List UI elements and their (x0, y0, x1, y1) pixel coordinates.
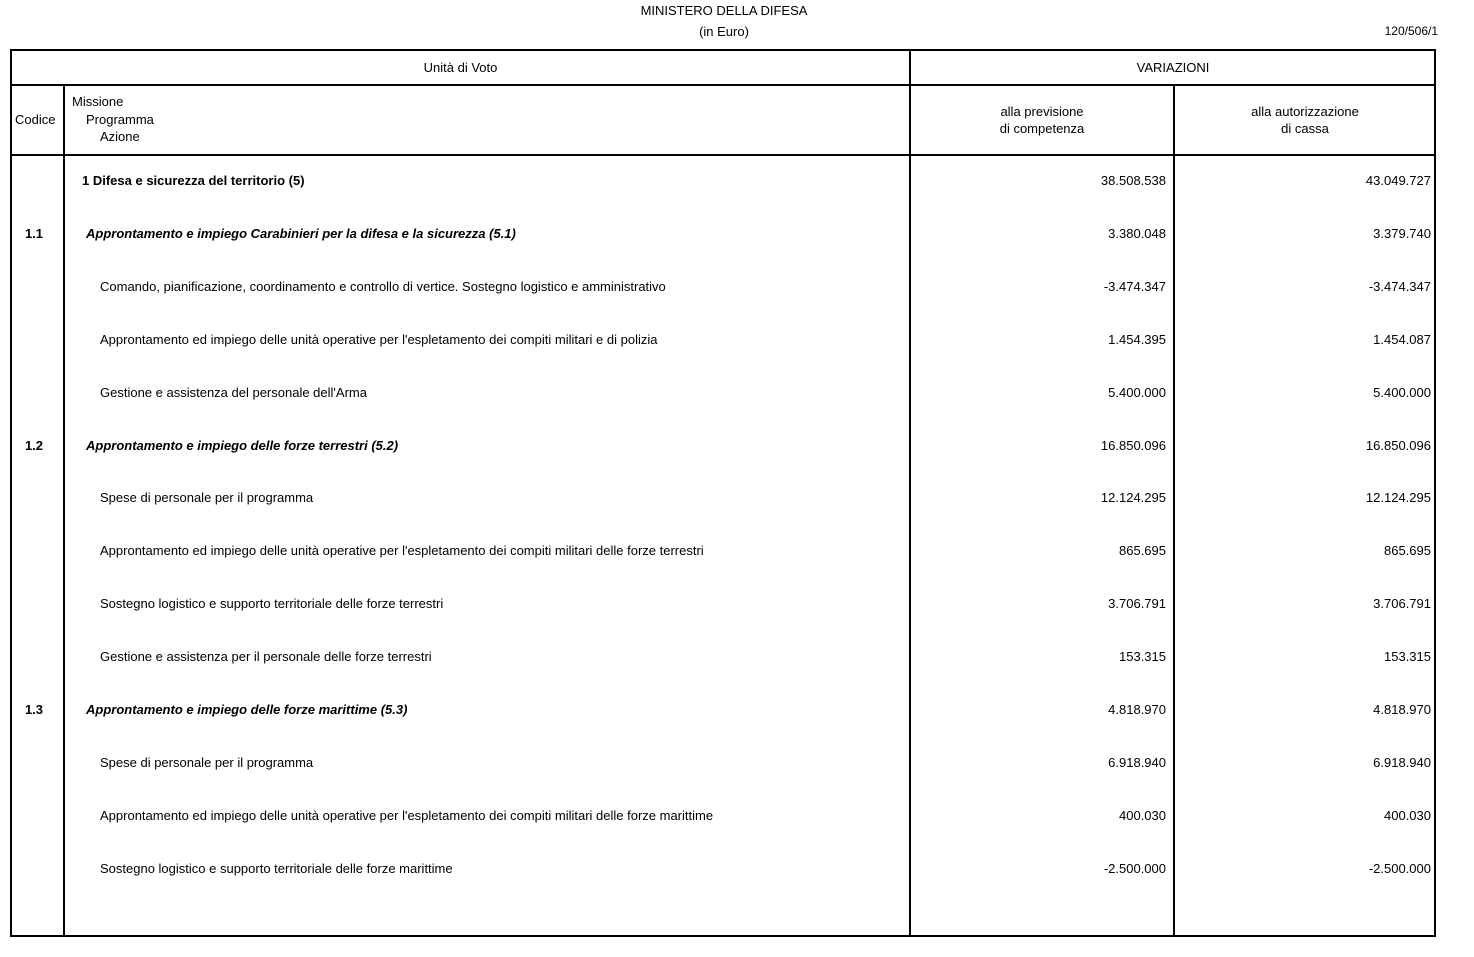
row-autorizzazione-cassa: -2.500.000 (1368, 861, 1431, 876)
header-bottom-divider (10, 154, 1436, 156)
header-variazioni: VARIAZIONI (1136, 60, 1210, 75)
row-description: Approntamento e impiego delle forze terrestri (5.2) (86, 438, 399, 453)
header-programma: Programma (86, 112, 154, 127)
table-row (12, 438, 1436, 458)
table-row (12, 332, 1436, 352)
row-previsione-competenza: 4.818.970 (1108, 702, 1166, 717)
row-description: Spese di personale per il programma (100, 755, 314, 770)
header-codice: Codice (15, 112, 56, 127)
row-previsione-competenza: 3.706.791 (1108, 596, 1166, 611)
row-code: 1.3 (24, 702, 44, 717)
row-autorizzazione-cassa: 12.124.295 (1365, 490, 1431, 505)
row-autorizzazione-cassa: 3.706.791 (1373, 596, 1431, 611)
row-autorizzazione-cassa: 865.695 (1384, 543, 1431, 558)
row-autorizzazione-cassa: 400.030 (1384, 808, 1431, 823)
row-previsione-competenza: 1.454.395 (1108, 332, 1166, 347)
row-autorizzazione-cassa: -3.474.347 (1368, 279, 1431, 294)
row-previsione-competenza: -2.500.000 (1103, 861, 1166, 876)
row-previsione-competenza: 38.508.538 (1100, 173, 1166, 188)
row-description: Sostegno logistico e supporto territoriale delle forze marittime (100, 861, 453, 876)
row-description: Comando, pianificazione, coordinamento e controllo di vertice. Sostegno logistico e amministrativo (100, 279, 666, 294)
row-code: 1.1 (24, 226, 44, 241)
table-row (12, 649, 1436, 669)
row-description: 1 Difesa e sicurezza del territorio (5) (82, 173, 305, 188)
table-row (12, 543, 1436, 563)
table-row (12, 173, 1436, 193)
row-description: Approntamento ed impiego delle unità operative per l'espletamento dei compiti militari delle forze marittime (100, 808, 714, 823)
table-row (12, 490, 1436, 510)
row-autorizzazione-cassa: 1.454.087 (1373, 332, 1431, 347)
header-previsione-line1: alla previsione (1000, 104, 1084, 119)
row-description: Sostegno logistico e supporto territoriale delle forze terrestri (100, 596, 444, 611)
currency-note: (in Euro) (699, 24, 749, 39)
row-previsione-competenza: 12.124.295 (1100, 490, 1166, 505)
row-code: 1.2 (24, 438, 44, 453)
header-divider (10, 84, 1436, 86)
header-azione: Azione (100, 129, 140, 144)
row-autorizzazione-cassa: 43.049.727 (1365, 173, 1431, 188)
table-row (12, 385, 1436, 405)
row-previsione-competenza: 16.850.096 (1100, 438, 1166, 453)
row-previsione-competenza: 865.695 (1119, 543, 1166, 558)
table-row (12, 755, 1436, 775)
table-row (12, 702, 1436, 722)
row-description: Approntamento e impiego Carabinieri per la difesa e la sicurezza (5.1) (86, 226, 516, 241)
row-previsione-competenza: -3.474.347 (1103, 279, 1166, 294)
row-description: Spese di personale per il programma (100, 490, 314, 505)
row-previsione-competenza: 3.380.048 (1108, 226, 1166, 241)
row-autorizzazione-cassa: 5.400.000 (1373, 385, 1431, 400)
header-missione: Missione (72, 94, 124, 109)
document-code: 120/506/1 (1384, 24, 1438, 38)
header-unita-di-voto: Unità di Voto (423, 60, 498, 75)
table-row (12, 279, 1436, 299)
row-description: Gestione e assistenza per il personale delle forze terrestri (100, 649, 432, 664)
table-row (12, 596, 1436, 616)
table-row (12, 861, 1436, 881)
row-description: Approntamento ed impiego delle unità operative per l'espletamento dei compiti militari e di polizia (100, 332, 658, 347)
row-description: Gestione e assistenza del personale dell'Arma (100, 385, 367, 400)
table-row (12, 808, 1436, 828)
row-previsione-competenza: 400.030 (1119, 808, 1166, 823)
row-autorizzazione-cassa: 4.818.970 (1373, 702, 1431, 717)
row-autorizzazione-cassa: 153.315 (1384, 649, 1431, 664)
header-cassa-line2: di cassa (1281, 121, 1329, 136)
row-autorizzazione-cassa: 3.379.740 (1373, 226, 1431, 241)
document-title: MINISTERO DELLA DIFESA (640, 3, 808, 18)
row-description: Approntamento ed impiego delle unità operative per l'espletamento dei compiti militari delle forze terrestri (100, 543, 704, 558)
row-autorizzazione-cassa: 6.918.940 (1373, 755, 1431, 770)
row-previsione-competenza: 6.918.940 (1108, 755, 1166, 770)
header-cassa-line1: alla autorizzazione (1251, 104, 1359, 119)
header-previsione-line2: di competenza (999, 121, 1085, 136)
row-previsione-competenza: 5.400.000 (1108, 385, 1166, 400)
row-autorizzazione-cassa: 16.850.096 (1365, 438, 1431, 453)
table-row (12, 226, 1436, 246)
row-previsione-competenza: 153.315 (1119, 649, 1166, 664)
row-description: Approntamento e impiego delle forze marittime (5.3) (86, 702, 408, 717)
